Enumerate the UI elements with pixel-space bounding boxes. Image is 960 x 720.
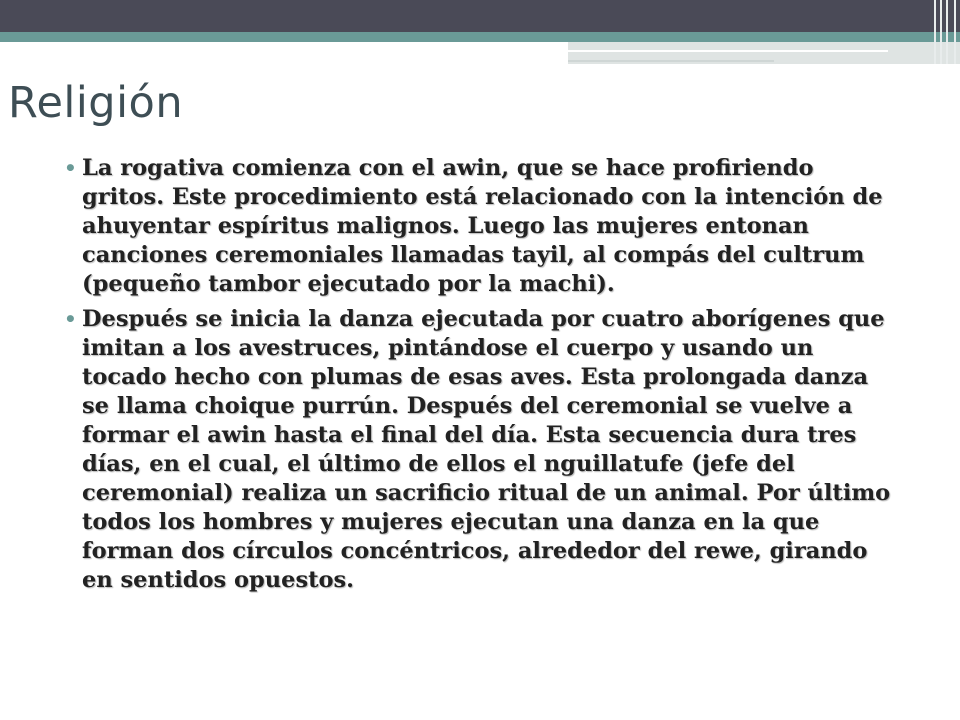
- bullet-item-2: [64, 305, 894, 595]
- bullet-dot-icon: •: [64, 156, 77, 180]
- bullet-text: La rogativa comienza con el awin, que se hace profiriendo gritos. Este procedimiento está relacionado con la intención de ahuyentar espíritus malignos. Luego las mujeres entonan canciones ceremoniales llamadas tayil, al compás del cultrum (pequeño tambor ejecutado por la machi).: [82, 155, 883, 297]
- header-band-teal: [0, 32, 960, 42]
- bullet-list: [64, 154, 894, 601]
- corner-stripes-decoration: [932, 0, 960, 64]
- header-band-dark: [0, 0, 960, 32]
- bullet-text: Después se inicia la danza ejecutada por cuatro aborígenes que imitan a los avestruces, pintándose el cuerpo y usando un tocado hecho con plumas de esas aves. Esta prolongada danza se llama choique purrún. Después del ceremonial se vuelve a formar el awin hasta el final del día. Esta secuencia dura tres días, en el cual, el último de ellos el nguillatufe (jefe del ceremonial) realiza un sacrificio ritual de un animal. Por último todos los hombres y mujeres ejecutan una danza en la que forman dos círculos concéntricos, alrededor del rewe, girando en sentidos opuestos.: [82, 306, 891, 593]
- slide-title: Religión: [8, 78, 184, 128]
- bullet-dot-icon: •: [64, 307, 77, 331]
- header-accent-line-short: [568, 60, 774, 62]
- bullet-item-1: [64, 154, 894, 299]
- header-accent-line: [568, 50, 888, 52]
